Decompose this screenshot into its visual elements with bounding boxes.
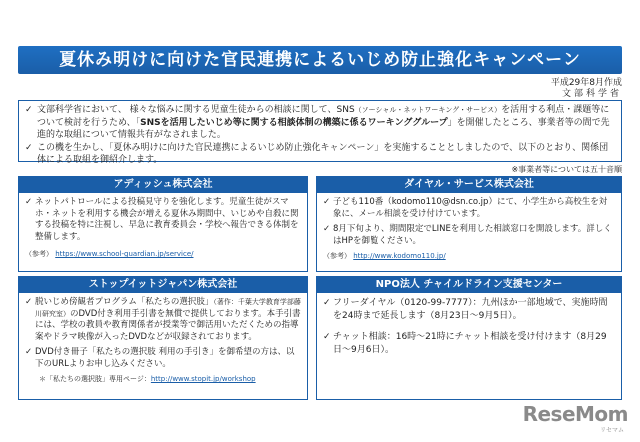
card-heading: アディッシュ株式会社 [19, 177, 307, 193]
resemom-logo-sub: リセマム [600, 427, 624, 434]
ministry-name: 文部科学省 [561, 89, 622, 99]
card-childline [316, 276, 622, 400]
intro-box [18, 100, 622, 165]
card-heading: ストップイットジャパン株式会社 [19, 277, 307, 293]
card-item: ✓ DVD付き冊子「私たちの選択肢 利用の手引き」を御希望の方は、以下のURLよりお申し込みください。 [25, 347, 301, 370]
card-item: ✓ 脱いじめ傍観者プログラム「私たちの選択肢」（著作：千葉大学教育学部藤川研究室）のDVD付き利用手引書を無償で提供しております。本手引書には、学校の教員や教育関係者が授業等で御活用いただくための指導案やドラマ映像が入ったDVDなどが収録されております。 [25, 297, 301, 343]
top-blank-area [0, 0, 640, 44]
order-note: ※事業者等については五十音順 [511, 165, 622, 174]
page-title: 夏休み明けに向けた官民連携によるいじめ防止強化キャンペーン [18, 46, 622, 74]
reference-link[interactable]: http://www.stopit.jp/workshop [150, 375, 256, 383]
card-item: ✓ チャット相談：16時～21時にチャット相談を受け付けます（8月29日～9月6日）。 [323, 331, 615, 357]
card-heading: ダイヤル・サービス株式会社 [317, 177, 621, 193]
card-item: ✓ 8月下旬より、期間限定でLINEを利用した相談窓口を開設します。詳しくはHPを御覧ください。 [323, 224, 615, 247]
card-item: ✓ 子ども110番（kodomo110@dsn.co.jp）にて、小学生から高校生を対象に、メール相談を受け付けています。 [323, 197, 615, 220]
card-stopit-japan [18, 276, 308, 400]
intro-item-2: ✓ この機を生かし、「夏休み明けに向けた官民連携によるいじめ防止強化キャンペーン」を実施することとしましたので、以下のとおり、関係団体による取組を御紹介します。 [25, 142, 615, 167]
card-item: ✓ ネットパトロールによる投稿見守りを強化します。児童生徒がスマホ・ネットを利用する機会が増える夏休み期間中、いじめや自殺に関する投稿を特に注視し、早急に教育委員会・学校へ報告できる体制を整備します。 [25, 197, 301, 243]
intro-item-1: ✓ 文部科学省において、 様々な悩みに関する児童生徒からの相談に関して、SNS（ソーシャル・ネットワーキング・サービス）を活用する利点・課題等について検討を行うため、「SNSを活用したいじめ等に関する相談体制の構築に係るワーキンググループ」を開催したところ、事業者等の間で先進的な取組について情報共有がなされました。 [25, 104, 615, 142]
card-dial-service [316, 176, 622, 272]
reference: （参考） http://www.kodomo110.jp/ [323, 252, 446, 260]
reference-link[interactable]: http://www.kodomo110.jp/ [353, 252, 446, 260]
card-adish [18, 176, 308, 272]
reference: （参考） https://www.school-guardian.jp/service/ [25, 250, 194, 258]
card-item: ✓ フリーダイヤル（0120-99-7777）：九州ほか一部地域で、実施時間を24時まで延長します（8月23日～9月5日）。 [323, 297, 615, 323]
reference-link[interactable]: https://www.school-guardian.jp/service/ [55, 250, 194, 258]
reference: ＊「私たちの選択肢」専用ページ：http://www.stopit.jp/workshop [39, 375, 256, 383]
card-heading: NPO法人 チャイルドライン支援センター [317, 277, 621, 293]
resemom-logo: ReseMom [522, 402, 628, 426]
document-date: 平成29年8月作成 [550, 78, 622, 88]
